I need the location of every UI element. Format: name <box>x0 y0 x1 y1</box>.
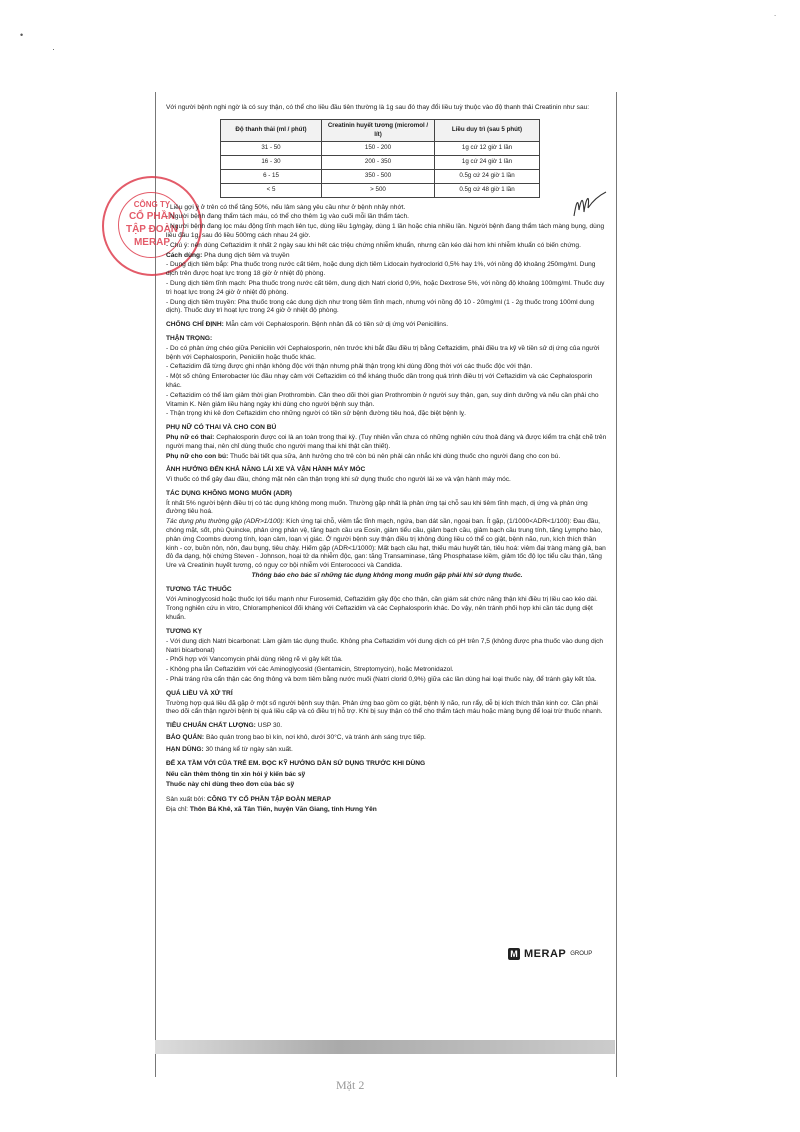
pregnancy-heading: PHỤ NỮ CÓ THAI VÀ CHO CON BÚ <box>166 424 277 432</box>
scan-mark: • <box>20 30 24 40</box>
overdose-heading: QUÁ LIỀU VÀ XỬ TRÍ <box>166 689 233 697</box>
adr-heading: TÁC DỤNG KHÔNG MONG MUỐN (ADR) <box>166 489 293 497</box>
scan-mark: · <box>52 44 55 54</box>
expiry-label: HẠN DÙNG: <box>166 745 204 753</box>
intro-text: Với người bệnh nghi ngờ là có suy thận, có thể cho liều đầu tiên thường là 1g sau đó thay đổi liều tuỳ thuộc vào độ thanh thải Creatinin như sau: <box>166 104 590 111</box>
dose-note: - Liều gợi ý ở trên có thể tăng 50%, nếu lâm sàng yêu cầu như ở bệnh nhây nhớt. <box>166 203 406 211</box>
prep-heading: Cách dùng: <box>166 251 203 259</box>
caution-item: - Ceftazidim có thể làm giảm thời gian Prothrombin. Cần theo dõi thời gian Prothrombin ở người suy thận, gan, suy dinh dưỡng và nếu cần phải cho Vitamin K. Nên giảm liều hàng ngày khi dùng cho người bệnh suy thận. <box>166 391 599 408</box>
manufacturer-name: CÔNG TY CỔ PHẦN TẬP ĐOÀN MERAP <box>207 796 331 803</box>
scan-mark: ˙ <box>774 14 777 24</box>
overdose-text: Trường hợp quá liều đã gặp ở một số người bệnh suy thận. Phản ứng bao gồm co giật, bệnh lý não, run rẩy, dễ bị kích thích thần kinh cơ. Cần phải theo dõi cẩn thận người bệnh bị quá liều cấp và có điều trị hỗ trợ. Khi bị suy thận có thể cho thẩm tách máu hoặc màng bụng để loại trừ thuốc nhanh. <box>166 699 603 716</box>
standard-label: TIÊU CHUẨN CHẤT LƯỢNG: <box>166 722 256 730</box>
driving-text: Vì thuốc có thể gây đau đầu, chóng mặt nên cần thận trọng khi sử dụng thuốc cho người lái xe và vận hành máy móc. <box>166 476 511 484</box>
prescription-text: Thuốc này chỉ dùng theo đơn của bác sỹ <box>166 781 295 789</box>
storage-label: BẢO QUẢN: <box>166 734 205 742</box>
table-row: 6 - 15 350 - 500 0.5g cứ 24 giờ 1 lần <box>221 169 540 183</box>
interaction-item: Trong nghiên cứu in vitro, Chloramphenicol đối kháng với Ceftazidim và các Cephalosporin khác. Do vậy, nên tránh phối hợp khi cần tác dụng diệt khuẩn. <box>166 605 593 622</box>
advice-text: Nếu cần thêm thông tin xin hỏi ý kiến bác sỹ <box>166 771 306 779</box>
caution-item: - Ceftazidim đã từng được ghi nhận không độc với thận nhưng phải thận trọng khi dùng đồng thời với các thuốc độc với thận. <box>166 363 533 371</box>
interaction-item: Với Aminoglycosid hoặc thuốc lợi tiểu mạnh như Furosemid, Ceftazidim gây độc cho thận, cần giám sát chức năng thận khi điều trị liều cao kéo dài. <box>166 595 598 603</box>
incompatibility-item: - Với dung dịch Natri bicarbonat: Làm giảm tác dụng thuốc. Không pha Ceftazidim với dung dịch có pH trên 7,5 (không được pha thuốc vào dung dịch Natri bicarbonat) <box>166 637 604 654</box>
dose-note: - Người bệnh đang thẩm tách máu, có thể cho thêm 1g vào cuối mỗi lần thẩm tách. <box>166 213 409 221</box>
caution-heading: THẬN TRỌNG: <box>166 334 213 342</box>
dose-note: - Chú ý: nên dùng Ceftazidim ít nhất 2 ngày sau khi hết các triệu chứng nhiễm khuẩn, nhưng cần kéo dài hơn khi nhiễm khuẩn có biến chứng. <box>166 241 581 249</box>
adr-text: Ít nhất 5% người bệnh điều trị có tác dụng không mong muốn. Thường gặp nhất là phản ứng tại chỗ sau khi tiêm tĩnh mạch, dị ứng và phản ứng đường tiêu hoá. <box>166 499 588 516</box>
leaflet-body: Với người bệnh nghi ngờ là có suy thận, có thể cho liều đầu tiên thường là 1g sau đó thay đổi liều tuỳ thuộc vào độ thanh thải Creatinin như sau: Độ thanh thải (ml / phút) Creatinin huyết tương (micromol / lít) Liều duy trì (sau 5 phút) 31 - 50 150 - 200 1g cứ 12 giờ 1 lần 16 - 30 200 - 350 1g cứ 24 giờ 1 lần 6 - 15 350 - 500 0.5g cứ 24 giờ 1 lần < 5 > 500 0.5g cứ 48 giờ 1 lần - Liều gợi ý ở trên có thể tăng 50%, nếu lâm sàng yêu cầu như ở bệnh nhây nhớt. - Người bệnh đang thẩm tách máu, có thể cho thêm 1g vào cuối mỗi lần thẩm tách. - Người bệnh đang lọc máu động tĩnh mạch liên tục, dùng liều 1g/ngày, dùng 1 lần hoặc chia nhiều lần. Người bệnh đang thẩm tách màng bụng, dùng liều đầu 1g, sau đó liều 500mg cách nhau 24 giờ. - Chú ý: nên dùng Ceftazidim ít nhất 2 ngày sau khi hết các triệu chứng nhiễm khuẩn, nhưng cần kéo dài hơn khi nhiễm khuẩn có biến chứng. Cách dùng: Pha dung dịch tiêm và truyền - Dung dịch tiêm bắp: Pha thuốc trong nước cất tiêm, hoặc dung dịch tiêm Lidocain hydroclorid 0,5% hay 1%, với nồng độ khoảng 250mg/ml. Dung dịch trên được hoạt lực trong 18 giờ ở nhiệt độ phòng. - Dung dịch tiêm tĩnh mạch: Pha thuốc trong nước cất tiêm, dung dịch Natri clorid 0,9%, hoặc Dextrose 5%, với nồng độ khoảng 100mg/ml. Thuốc duy trì hoạt lực trong 24 giờ ở nhiệt độ phòng. - Dung dịch tiêm truyền: Pha thuốc trong các dung dịch như trong tiêm tĩnh mạch, nhưng với nồng độ 10 - 20mg/ml (1 - 2g thuốc trong 100ml dung dịch). Thuốc duy trì hoạt lực trong 24 giờ ở nhiệt độ phòng. CHỐNG CHỈ ĐỊNH: Mẫn cảm với Cephalosporin. Bệnh nhân đã có tiền sử dị ứng với Penicillins. THẬN TRỌNG: - Do có phản ứng chéo giữa Penicilin với Cephalosporin, nên trước khi bắt đầu điều trị bằng Ceftazidim, phải điều tra kỹ về tiền sử dị ứng của người bệnh với Cephalosporin, Penicilin hoặc thuốc khác. - Ceftazidim đã từng được ghi nhận không độc với thận nhưng phải thận trọng khi dùng đồng thời với các thuốc độc với thận. - Một số chủng Enterobacter lúc đầu nhạy cảm với Ceftazidim có thể kháng thuốc dần trong quá trình điều trị với Ceftazidim và các Cephalosporin khác. - Ceftazidim có thể làm giảm thời gian Prothrombin. Cần theo dõi thời gian Prothrombin ở người suy thận, gan, suy dinh dưỡng và nếu cần phải cho Vitamin K. Nên giảm liều hàng ngày khi dùng cho người bệnh suy thận. - Thận trọng khi kê đơn Ceftazidim cho những người có tiền sử bệnh đường tiêu hoá, đặc biệt bệnh lỵ. PHỤ NỮ CÓ THAI VÀ CHO CON BÚ Phụ nữ có thai: Cephalosporin được coi là an toàn trong thai kỳ. (Tuy nhiên vẫn chưa có những nghiên cứu thoả đáng và được kiểm tra chặt chẽ trên người mang thai, nên chỉ dùng thuốc cho người mang thai khi thật cần thiết). Phụ nữ cho con bú: Thuốc bài tiết qua sữa, ảnh hưởng cho trẻ còn bú nên phải cân nhắc khi dùng thuốc cho người đang cho con bú. ẢNH HƯỞNG ĐẾN KHẢ NĂNG LÁI XE VÀ VẬN HÀNH MÁY MÓC Vì thuốc có thể gây đau đầu, chóng mặt nên cần thận trọng khi sử dụng thuốc cho người lái xe và vận hành máy móc. TÁC DỤNG KHÔNG MONG MUỐN (ADR) Ít nhất 5% người bệnh điều trị có tác dụng không mong muốn. Thường gặp nhất là phản ứng tại chỗ sau khi tiêm tĩnh mạch, dị ứng và phản ứng đường tiêu hoá. Tác dụng phụ thường gặp (ADR>1/100): Kích ứng tại chỗ, viêm tắc tĩnh mạch, ngứa, ban dát sần, ngoại ban. Ít gặp, (1/1000<ADR<1/100): Đau đầu, chóng mặt, sốt, phù Quincke, phản ứng phản vệ, tăng bạch cầu ưa Eosin, giảm tiểu cầu, giảm bạch cầu, giảm bạch cầu trung tính, tăng Lympho bào, phản ứng Coombs dương tính, loạn cảm, loạn vị giác. Ở người bệnh suy thận điều trị không đúng liều có thể co giật, bệnh não, run, kích thích thần kinh - cơ, buồn nôn, nôn, đau bụng, tiêu chảy. Hiếm gặp (ADR<1/1000): Mất bạch cầu hạt, thiếu máu huyết tán, tiêu hoá: viêm đại tràng màng giả, ban đỏ đa dạng, hội chứng Steven - Johnson, hoại tử da nhiễm độc, gan: tăng Transaminase, tăng Phosphatase kiềm, giảm tốc độ lọc tiểu cầu thận, tăng Ure và Creatinin huyết tương, có nguy cơ bội nhiễm với Enterococci và Candida. Thông báo cho bác sĩ những tác dụng không mong muốn gặp phải khi sử dụng thuốc. TƯƠNG TÁC THUỐC Với Aminoglycosid hoặc thuốc lợi tiểu mạnh như Furosemid, Ceftazidim gây độc cho thận, cần giám sát chức năng thận khi điều trị liều cao kéo dài. Trong nghiên cứu in vitro, Chloramphenicol đối kháng với Ceftazidim và các Cephalosporin khác. Do vậy, nên tránh phối hợp khi cần tác dụng diệt khuẩn. TƯƠNG KỴ - Với dung dịch Natri bicarbonat: Làm giảm tác dụng thuốc. Không pha Ceftazidim với dung dịch có pH trên 7,5 (không được pha thuốc vào dung dịch Natri bicarbonat) - Phối hợp với Vancomycin phải dùng riêng rẽ vì gây kết tủa. - Không pha lẫn Ceftazidim với các Aminoglycosid (Gentamicin, Streptomycin), hoặc Metronidazol. - Phải tráng rửa cẩn thận các ống thông và bơm tiêm bằng nước muối (Natri clorid 0,9%) giữa các lần dùng hai loại thuốc này, để tránh gây kết tủa. QUÁ LIỀU VÀ XỬ TRÍ Trường hợp quá liều đã gặp ở một số người bệnh suy thận. Phản ứng bao gồm co giật, bệnh lý não, run rẩy, dễ bị kích thích thần kinh cơ. Cần phải theo dõi cẩn thận người bệnh bị quá liều cấp và có điều trị hỗ trợ. Khi bị suy thận có thể cho thẩm tách máu hoặc màng bụng để loại trừ thuốc nhanh. TIÊU CHUẨN CHẤT LƯỢNG: USP 30. BẢO QUẢN: Bảo quản trong bao bì kín, nơi khô, dưới 30°C, và tránh ánh sáng trực tiếp. HẠN DÙNG: 30 tháng kể từ ngày sản xuất. ĐỂ XA TẦM VỚI CỦA TRẺ EM. ĐỌC KỸ HƯỚNG DẪN SỬ DỤNG TRƯỚC KHI DÙNG Nếu cần thêm thông tin xin hỏi ý kiến bác sỹ Thuốc này chỉ dùng theo đơn của bác sỹ Sản xuất bởi: CÔNG TY CỔ PHẦN TẬP ĐOÀN MERAP Địa chỉ: Thôn Bá Khê, xã Tân Tiến, huyện Văn Giang, tỉnh Hưng Yên <box>166 104 607 813</box>
driving-heading: ẢNH HƯỞNG ĐẾN KHẢ NĂNG LÁI XE VÀ VẬN HÀNH MÁY MÓC <box>166 466 366 474</box>
prep-item: - Dung dịch tiêm bắp: Pha thuốc trong nước cất tiêm, hoặc dung dịch tiêm Lidocain hydroclorid 0,5% hay 1%, với nồng độ khoảng 250mg/ml. Dung dịch trên được hoạt lực trong 18 giờ ở nhiệt độ phòng. <box>166 261 596 278</box>
table-header: Liều duy trì (sau 5 phút) <box>435 119 540 142</box>
interaction-heading: TƯƠNG TÁC THUỐC <box>166 585 232 593</box>
manufacturer-address: Thôn Bá Khê, xã Tân Tiến, huyện Văn Giang, tỉnh Hưng Yên <box>189 805 377 813</box>
dosage-table <box>220 119 540 198</box>
page-label: Mặt 2 <box>336 1078 365 1092</box>
company-stamp: CÔNG TY CỔ PHẦN TẬP ĐOÀN MERAP <box>102 176 202 276</box>
incompatibility-item: - Không pha lẫn Ceftazidim với các Aminoglycosid (Gentamicin, Streptomycin), hoặc Metronidazol. <box>166 666 454 674</box>
table-row: < 5 > 500 0.5g cứ 48 giờ 1 lần <box>221 183 540 197</box>
page-bottom-band <box>155 1040 615 1054</box>
prep-item: - Dung dịch tiêm tĩnh mạch: Pha thuốc trong nước cất tiêm, dung dịch Natri clorid 0,9%, hoặc Dextrose 5%, với nồng độ khoảng 100mg/ml. Thuốc duy trì hoạt lực trong 24 giờ ở nhiệt độ phòng. <box>166 279 605 296</box>
adr-note: Thông báo cho bác sĩ những tác dụng không mong muốn gặp phải khi sử dụng thuốc. <box>251 572 523 580</box>
table-header: Creatinin huyết tương (micromol / lít) <box>322 119 435 142</box>
table-row: 31 - 50 150 - 200 1g cứ 12 giờ 1 lần <box>221 142 540 156</box>
contraindication-heading: CHỐNG CHỈ ĐỊNH: <box>166 321 224 329</box>
caution-item: - Thận trọng khi kê đơn Ceftazidim cho những người có tiền sử bệnh đường tiêu hoá, đặc biệt bệnh lỵ. <box>166 410 466 418</box>
caution-item: - Một số chủng Enterobacter lúc đầu nhạy cảm với Ceftazidim có thể kháng thuốc dần trong quá trình điều trị với Ceftazidim và các Cephalosporin khác. <box>166 373 593 389</box>
incompatibility-item: - Phải tráng rửa cẩn thận các ống thông và bơm tiêm bằng nước muối (Natri clorid 0,9%) giữa các lần dùng hai loại thuốc này, để tránh gây kết tủa. <box>166 676 597 684</box>
dose-note: - Người bệnh đang lọc máu động tĩnh mạch liên tục, dùng liều 1g/ngày, dùng 1 lần hoặc chia nhiều lần. Người bệnh đang thẩm tách màng bụng, dùng liều đầu 1g, sau đó liều 500mg cách nhau 24 giờ. <box>166 223 605 239</box>
table-header: Độ thanh thải (ml / phút) <box>221 119 322 142</box>
incompatibility-item: - Phối hợp với Vancomycin phải dùng riêng rẽ vì gây kết tủa. <box>166 656 343 664</box>
merap-logo-icon: M <box>508 948 520 960</box>
table-row: 16 - 30 200 - 350 1g cứ 24 giờ 1 lần <box>221 156 540 170</box>
incompatibility-heading: TƯƠNG KỴ <box>166 628 203 636</box>
prep-item: - Dung dịch tiêm truyền: Pha thuốc trong các dung dịch như trong tiêm tĩnh mạch, nhưng với nồng độ 10 - 20mg/ml (1 - 2g thuốc trong 100ml dung dịch). Thuốc duy trì hoạt lực trong 24 giờ ở nhiệt độ phòng. <box>166 298 595 315</box>
caution-item: - Do có phản ứng chéo giữa Penicilin với Cephalosporin, nên trước khi bắt đầu điều trị bằng Ceftazidim, phải điều tra kỹ về tiền sử dị ứng của người bệnh với Cephalosporin, Penicilin hoặc thuốc khác. <box>166 344 600 361</box>
warning-text: ĐỂ XA TẦM VỚI CỦA TRẺ EM. ĐỌC KỸ HƯỚNG DẪN SỬ DỤNG TRƯỚC KHI DÙNG <box>166 759 426 767</box>
merap-logo: M MERAP GROUP <box>508 948 592 960</box>
